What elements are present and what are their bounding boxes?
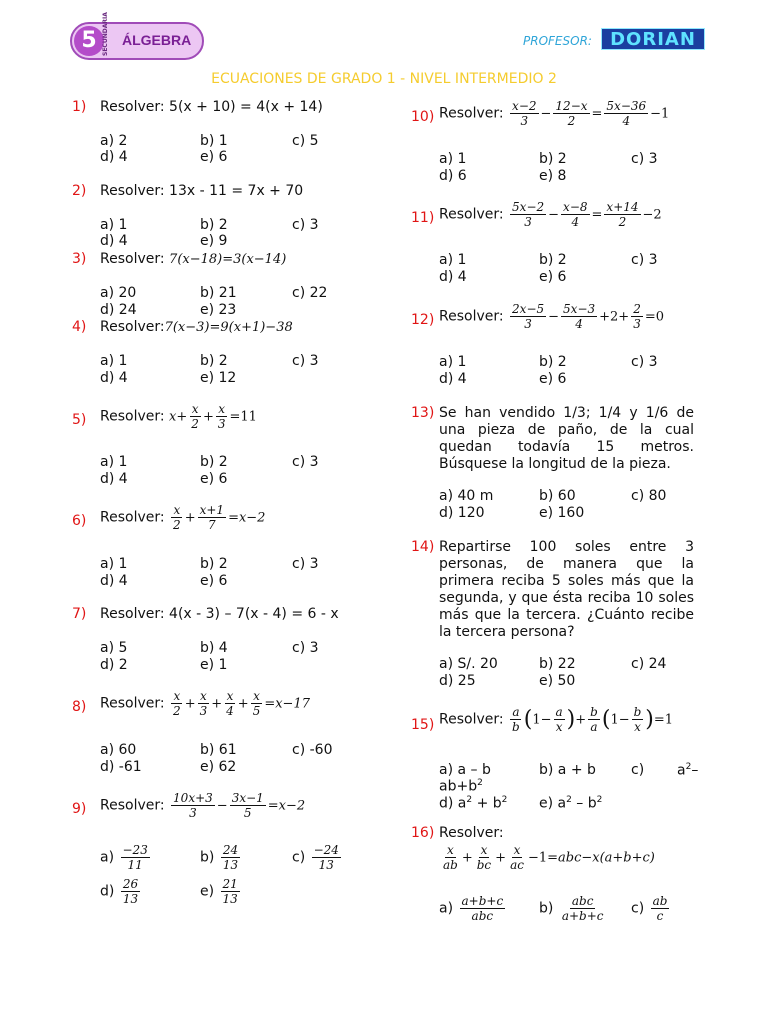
option-c-value: $a^2-$ [677, 762, 699, 779]
option-c: c) 24 [631, 656, 667, 672]
problem-statement: Resolver: [100, 797, 165, 814]
problem-statement: Se han vendido 1/3; 1/4 y 1/6 de una pieza de paño, de la cual quedan todavía 15 metros. Búsquese la longitud de la pieza. [439, 405, 694, 472]
problem-number: 15) [411, 717, 435, 733]
problem-number: 1) [72, 99, 87, 115]
option-b: b) 2 [200, 454, 228, 470]
option-e: e) 23 [200, 302, 237, 318]
problem-number: 9) [72, 801, 87, 817]
problem-statement: Resolver: [439, 825, 504, 841]
option-e: e) $\frac{21}{13}$ [200, 877, 238, 906]
option-c: c) 3 [292, 454, 319, 470]
equation: $\frac{x}{ab}$ + $\frac{x}{bc}$ + $\frac{x}{ac}$ −1=abc−x(a+b+c) [443, 843, 655, 872]
problem-number: 2) [72, 183, 87, 199]
problem-statement: Resolver: 5(x + 10) = 4(x + 14) [100, 99, 323, 115]
badge-title: ÁLGEBRA [122, 32, 192, 48]
page-title: ECUACIONES DE GRADO 1 - NIVEL INTERMEDIO 2 [211, 71, 557, 87]
option-b: b) $\frac{\text{abc}}{a+b+c}$ [539, 894, 604, 923]
problem-statement: Resolver: [439, 206, 504, 223]
option-b: b) $\frac{24}{13}$ [200, 843, 239, 872]
option-d: d) -61 [100, 759, 142, 775]
option-d: d) 24 [100, 302, 137, 318]
option-a: a) 1 [100, 454, 128, 470]
problem-statement: Resolver: [100, 695, 165, 712]
option-c: c) 3 [292, 353, 319, 369]
option-b: b) a + b [539, 762, 596, 778]
option-c: c) 22 [292, 285, 328, 301]
option-a: a) 60 [100, 742, 137, 758]
option-d: d) 4 [100, 573, 128, 589]
badge-number: 5 [74, 26, 104, 56]
option-e: e) 1 [200, 657, 228, 673]
option-b: b) 2 [200, 217, 228, 233]
problem-number: 10) [411, 109, 435, 125]
option-c: c) [631, 762, 645, 778]
option-c: c) $\frac{ab}{c}$ [631, 894, 668, 923]
option-d: d) $\frac{26}{13}$ [100, 877, 139, 906]
option-b: b) 21 [200, 285, 237, 301]
option-b: b) 2 [200, 556, 228, 572]
option-a: a) 1 [100, 353, 128, 369]
option-a: a) $\frac{-23}{11}$ [100, 843, 148, 872]
problem-number: 6) [72, 513, 87, 529]
problem-number: 13) [411, 405, 435, 421]
option-b: b) 4 [200, 640, 228, 656]
problem-statement: Resolver: [100, 509, 165, 526]
option-d: d) 4 [100, 149, 128, 165]
option-e: e) $a^2 - b^2$ [539, 795, 603, 812]
problem-statement: Resolver: [100, 251, 165, 267]
option-a: a) $\frac{a+b+c}{\text{abc}}$ [439, 894, 504, 923]
option-e: e) 6 [200, 149, 228, 165]
professor-label: PROFESOR: [523, 34, 592, 48]
option-c: c) 3 [631, 151, 658, 167]
problem-number: 5) [72, 412, 87, 428]
option-a: a) S/. 20 [439, 656, 498, 672]
option-e: e) 6 [200, 471, 228, 487]
equation: 7(x−3)=9(x+1)−38 [164, 320, 293, 335]
problem-number: 8) [72, 699, 87, 715]
problem-statement: Resolver: [100, 319, 165, 335]
option-c: c) 3 [631, 354, 658, 370]
option-e: e) 6 [539, 269, 567, 285]
option-c: c) 80 [631, 488, 667, 504]
option-b: b) 2 [539, 151, 567, 167]
option-c: c) -60 [292, 742, 333, 758]
option-e: e) 6 [200, 573, 228, 589]
option-b: b) 60 [539, 488, 576, 504]
option-b: b) 2 [539, 354, 567, 370]
problem-statement: Resolver: 13x - 11 = 7x + 70 [100, 183, 304, 199]
option-c: c) 3 [631, 252, 658, 268]
option-e: e) 50 [539, 673, 576, 689]
option-a: a) 1 [100, 556, 128, 572]
option-c-value-continued: $ab+b^2$ [439, 778, 483, 795]
option-b: b) 61 [200, 742, 237, 758]
option-d: d) 4 [100, 370, 128, 386]
option-c: c) $\frac{-24}{13}$ [292, 843, 339, 872]
option-d: d) 4 [100, 471, 128, 487]
problem-number: 3) [72, 251, 87, 267]
problem-statement: Resolver: [439, 105, 504, 122]
option-e: e) 6 [539, 371, 567, 387]
option-b: b) 22 [539, 656, 576, 672]
option-d: d) 4 [439, 269, 467, 285]
option-d: d) 25 [439, 673, 476, 689]
option-e: e) 12 [200, 370, 237, 386]
option-e: e) 9 [200, 233, 228, 249]
option-a: a) 20 [100, 285, 137, 301]
option-d: d) 4 [439, 371, 467, 387]
level-badge [70, 12, 204, 60]
problem-statement: Repartirse 100 soles entre 3 personas, de manera que la primera reciba 5 soles más que la segunda, y que ésta reciba 10 soles más que la tercera. ¿Cuánto recibe la tercera persona? [439, 539, 694, 640]
option-a: a) 1 [439, 252, 467, 268]
option-d: d) 4 [100, 233, 128, 249]
option-a: a) 5 [100, 640, 128, 656]
option-d: d) 120 [439, 505, 485, 521]
problem-number: 16) [411, 825, 435, 841]
option-b: b) 2 [539, 252, 567, 268]
problem-statement: Resolver: [100, 408, 165, 425]
problem-statement: Resolver: [439, 308, 504, 325]
option-c: c) 3 [292, 217, 319, 233]
option-b: b) 2 [200, 353, 228, 369]
option-e: e) 62 [200, 759, 237, 775]
equation: 7(x−18)=3(x−14) [169, 252, 287, 267]
option-b: b) 1 [200, 133, 228, 149]
option-d: d) $a^2 + b^2$ [439, 795, 508, 812]
problem-statement: Resolver: 4(x - 3) – 7(x - 4) = 6 - x [100, 606, 339, 622]
option-a: a) a – b [439, 762, 491, 778]
problem-number: 12) [411, 312, 435, 328]
problem-number: 4) [72, 319, 87, 335]
option-e: e) 8 [539, 168, 567, 184]
problem-statement: Resolver: [439, 711, 504, 728]
problem-number: 11) [411, 210, 435, 226]
option-c: c) 3 [292, 640, 319, 656]
option-d: d) 2 [100, 657, 128, 673]
option-a: a) 1 [439, 151, 467, 167]
option-a: a) 40 m [439, 488, 494, 504]
option-a: a) 1 [100, 217, 128, 233]
option-c: c) 5 [292, 133, 319, 149]
option-e: e) 160 [539, 505, 585, 521]
problem-number: 14) [411, 539, 435, 555]
badge-sub-label: SECUNDARIA [102, 12, 109, 56]
option-a: a) 2 [100, 133, 128, 149]
problem-number: 7) [72, 606, 87, 622]
option-c: c) 3 [292, 556, 319, 572]
option-a: a) 1 [439, 354, 467, 370]
option-d: d) 6 [439, 168, 467, 184]
professor-name-logo: DORIAN [601, 28, 705, 50]
